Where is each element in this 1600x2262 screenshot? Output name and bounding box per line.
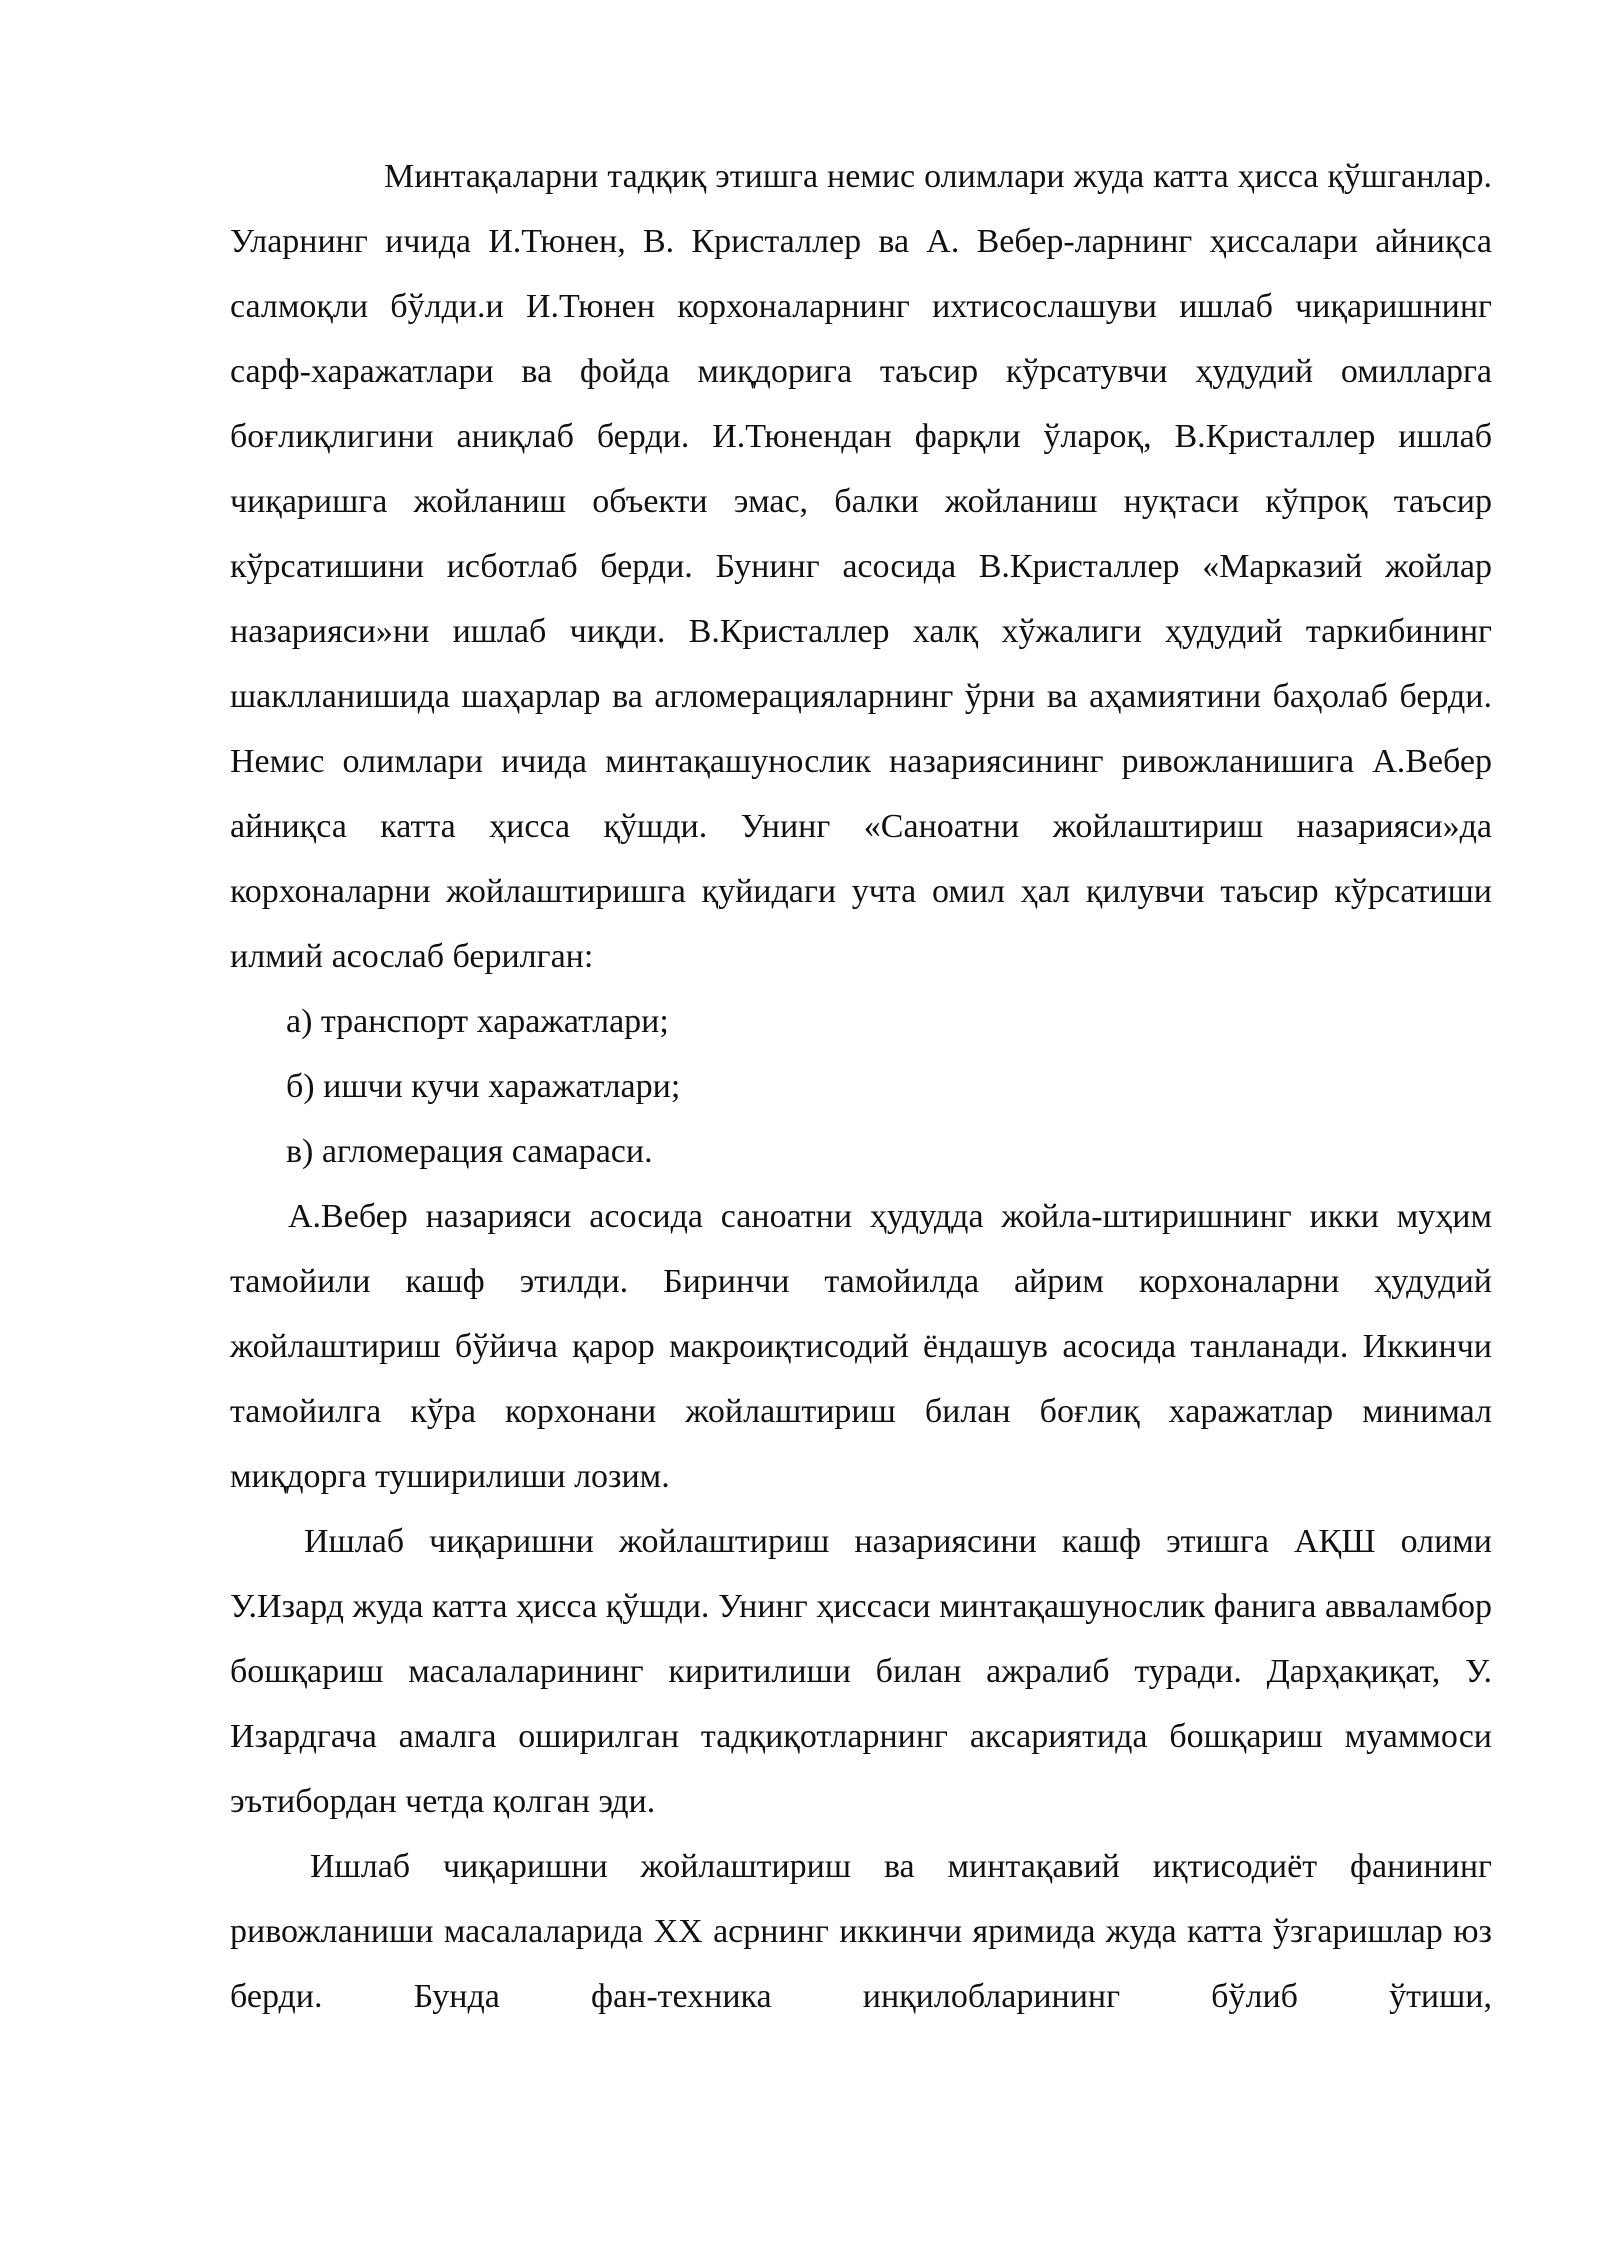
paragraph-weber: А.Вебер назарияси асосида саноатни ҳудудда жойла-штиришнинг икки муҳим тамойили кашф этилди. Биринчи тамойилда айрим корхоналарни ҳудудий жойлаштириш бўйича қарор макроиқтисодий ёндашув асосида танланади. Иккинчи тамойилга кўра корхонани жойлаштириш билан боғлиқ харажатлар минимал миқдорга туширилиши лозим. xyxy=(230,1198,1492,1495)
paragraph-intro: Минтақаларни тадқиқ этишга немис олимлари жуда катта ҳисса қўшганлар. Уларнинг ичида И.Тюнен, В. Кристаллер ва А. Вебер-ларнинг ҳиссалари айниқса салмоқли бўлди.и И.Тюнен корхоналарнинг ихтисослашуви ишлаб чиқаришнинг сарф-харажатлари ва фойда миқдорига таъсир кўрсатувчи ҳудудий омилларга боғлиқлигини аниқлаб берди. И.Тюнендан фарқли ўлароқ, В.Кристаллер ишлаб чиқаришга жойланиш объекти эмас, балки жойланиш нуқтаси кўпроқ таъсир кўрсатишини исботлаб берди. Бунинг асосида В.Кристаллер «Марказий жойлар назарияси»ни ишлаб чиқди. В.Кристаллер халқ хўжалиги ҳудудий таркибининг шаклланишида шаҳарлар ва агломерацияларнинг ўрни ва аҳамиятини баҳолаб берди. Немис олимлари ичида минтақашунослик назариясининг ривожланишига А.Вебер айниқса катта ҳисса қўшди. Унинг «Саноатни жойлаштириш назарияси»да корхоналарни жойлаштиришга қуйидаги учта омил ҳал қилувчи таъсир кўрсатиши илмий асослаб берилган: xyxy=(230,158,1492,975)
document-body xyxy=(230,144,1492,2029)
list-item-agglomeration: в) агломерация самараси. xyxy=(286,1133,653,1170)
list-item-labor: б) ишчи кучи харажатлари; xyxy=(286,1068,681,1105)
paragraph-isard: Ишлаб чиқаришни жойлаштириш назариясини кашф этишга АҚШ олими У.Изард жуда катта ҳисса қўшди. Унинг ҳиссаси минтақашунослик фанига авваламбор бошқариш масалаларининг киритилиши билан ажралиб туради. Дарҳақиқат, У. Изардгача амалга оширилган тадқиқотларнинг аксариятида бошқариш муаммоси эътибордан четда қолган эди. xyxy=(230,1523,1492,1820)
paragraph-twentieth-century: Ишлаб чиқаришни жойлаштириш ва минтақавий иқтисодиёт фанининг ривожланиши масалаларида XX асрнинг иккинчи яримида жуда катта ўзгаришлар юз берди. Бунда фан-техника инқилобларининг бўлиб ўтиши, xyxy=(230,1848,1492,2015)
list-item-transport: а) транспорт харажатлари; xyxy=(286,1003,669,1040)
